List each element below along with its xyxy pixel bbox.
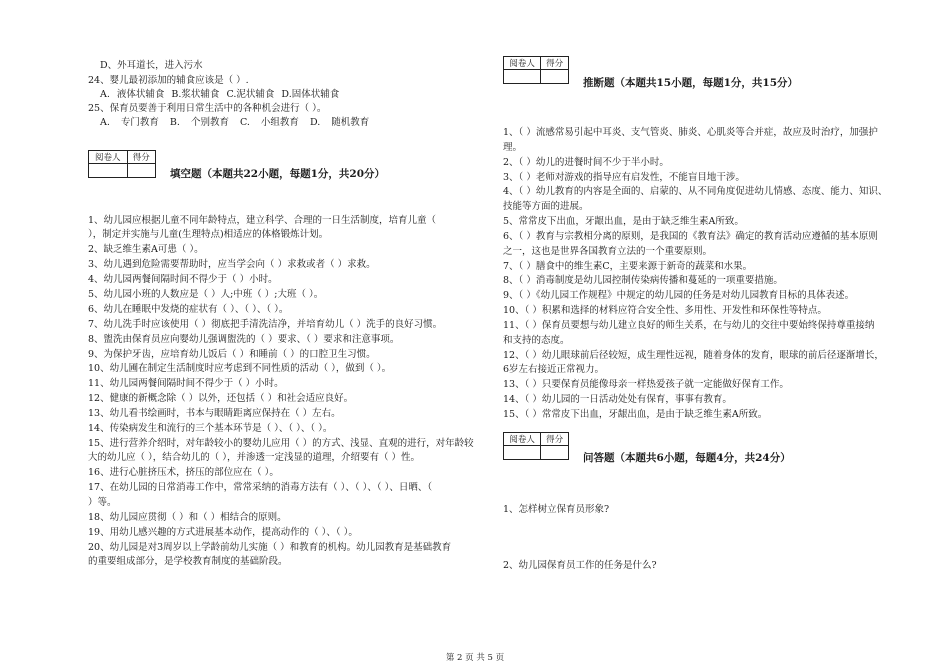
question-line: 8、（ ）消毒制度是幼儿园控制传染病传播和蔓延的一项重要措施。: [503, 275, 783, 286]
question-line: 5、幼儿园小班的人数应是（ ）人;中班（ ）;大班（ ）。: [88, 289, 324, 300]
question-line: 9、为保护牙齿，应培育幼儿饭后（ ）和睡前（ ）的口腔卫生习惯。: [88, 349, 376, 360]
question-line: 20、幼儿园是对3周岁以上学龄前幼儿实施（ ）和教育的机构。幼儿园教育是基础教育: [88, 542, 452, 553]
grader-label: 阅卷人: [504, 433, 541, 446]
grader-cell: [89, 164, 128, 178]
question-line: 24、婴儿最初添加的辅食应该是（ ）.: [88, 75, 249, 86]
page-number: 第 2 页 共 5 页: [445, 653, 505, 663]
score-label: 得分: [127, 151, 155, 164]
question-line: 11、（ ）保育员要想与幼儿建立良好的师生关系，在与幼儿的交往中要始终保持尊重接纳: [503, 320, 875, 331]
question-line: 2、幼儿园保育员工作的任务是什么?: [503, 560, 657, 571]
question-line: 6、幼儿在睡眠中发烧的症状有（ ）、（ ）、（ ）。: [88, 304, 289, 315]
question-line: 7、（ ）膳食中的维生素C，主要来源于新奇的蔬菜和水果。: [503, 261, 753, 272]
question-line: 17、在幼儿园的日常消毒工作中，常常采纳的消毒方法有（ ）、（ ）、（ ）、日晒、（: [88, 482, 433, 493]
question-line: ）等。: [88, 497, 117, 508]
score-cell: [541, 446, 569, 460]
question-line: 理。: [503, 142, 523, 153]
score-box: [503, 56, 569, 84]
question-line: D、外耳道长，进入污水: [100, 60, 203, 71]
score-box: [88, 150, 156, 178]
question-line: 14、传染病发生和流行的三个基本环节是（ ）、（ ）、（ ）。: [88, 423, 333, 434]
question-line: 5、常常皮下出血，牙龈出血，是由于缺乏维生素A所致。: [503, 216, 744, 227]
question-line: 7、幼儿洗手时应该使用（ ）彻底把手清洗洁净，并培育幼儿（ ）洗手的良好习惯。: [88, 319, 443, 330]
question-line: 3、（ ）老师对游戏的指导应有启发性，不能盲目地干涉。: [503, 172, 745, 183]
question-line: 8、盥洗由保育员应向婴幼儿强调盥洗的（ ）要求、（ ）要求和注意事项。: [88, 334, 400, 345]
question-line: 11、幼儿园两餐间隔时间不得少于（ ）小时。: [88, 378, 284, 389]
question-line: 的重要组成部分，是学校教育制度的基础阶段。: [88, 556, 288, 567]
question-line: 12、（ ）幼儿眼球前后径较短，成生理性远视，随着身体的发育，眼球的前后径逐渐增长，: [503, 350, 884, 361]
score-cell: [127, 164, 155, 178]
question-line: 技能等方面的进展。: [503, 201, 589, 212]
question-line: 14、（ ）幼儿园的一日活动处处有保育，事事有教育。: [503, 394, 732, 405]
question-line: 大的幼儿应（ ），结合幼儿的（ ），并渗透一定浅显的道理，介绍要有（ ）性。: [88, 452, 421, 463]
question-line: 2、缺乏维生素A可患（ ）。: [88, 244, 204, 255]
question-line: 16、进行心脏挤压术，挤压的部位应在（ ）。: [88, 467, 279, 478]
question-line: 2、（ ）幼儿的进餐时间不少于半小时。: [503, 157, 669, 168]
section-title-true-false: 推断题（本题共15小题，每题1分，共15分）: [583, 77, 799, 89]
score-label: 得分: [541, 57, 569, 70]
question-line: 和支持的态度。: [503, 335, 570, 346]
grader-label: 阅卷人: [504, 57, 541, 70]
section-title-fill-in: 填空题（本题共22小题，每题1分，共20分）: [170, 168, 386, 180]
question-line: 1、怎样树立保育员形象?: [503, 504, 610, 515]
question-line: 12、健康的新概念除（ ）以外，还包括（ ）和社会适应良好。: [88, 393, 354, 404]
question-line: 10、（ ）积累和选择的材料应符合安全性、多用性、开发性和环保性等特点。: [503, 305, 827, 316]
question-line: 13、（ ）只要保育员能像母亲一样热爱孩子就一定能做好保育工作。: [503, 379, 789, 390]
question-line: 4、幼儿园两餐间隔时间不得少于（ ）小时。: [88, 274, 278, 285]
section-title-short-answer: 问答题（本题共6小题，每题4分，共24分）: [583, 452, 791, 464]
question-line: 4、（ ）幼儿教育的内容是全面的、启蒙的、从不同角度促进幼儿情感、态度、能力、知识、: [503, 186, 888, 197]
question-line: 15、进行营养介绍时，对年龄较小的婴幼儿应用（ ）的方式、浅显、直观的进行，对年龄较: [88, 438, 474, 449]
question-line: 9、（ ）《幼儿园工作规程》中规定的幼儿园的任务是对幼儿园教育目标的具体表述。: [503, 290, 855, 301]
question-line: 6岁左右接近正常视力。: [503, 364, 605, 375]
question-line: A. 专门教育 B. 个别教育 C. 小组教育 D. 随机教育: [100, 117, 370, 128]
question-line: 之一，这也是世界各国教育立法的一个重要原则。: [503, 246, 713, 257]
question-line: ），制定并实施与儿童(生理特点)相适应的体格锻炼计划。: [88, 229, 329, 240]
score-label: 得分: [541, 433, 569, 446]
question-line: 10、幼儿圃在制定生活制度时应考虑到不同性质的活动（ ），做到（ ）。: [88, 363, 392, 374]
question-line: 1、幼儿园应根据儿童不同年龄特点，建立科学、合理的一日生活制度，培育儿童（: [88, 215, 437, 226]
question-line: 1、（ ）流感常易引起中耳炎、支气管炎、肺炎、心肌炎等合并症，故应及时治疗，加强护: [503, 127, 878, 138]
question-line: 6、（ ）教育与宗教相分离的原则，是我国的《教育法》确定的教育活动应遵循的基本原则: [503, 231, 878, 242]
question-line: A. 液体状辅食 B.浆状辅食 C.泥状辅食 D.固体状辅食: [100, 89, 340, 100]
question-line: 18、幼儿园应贯彻（ ）和（ ）相结合的原则。: [88, 512, 287, 523]
question-line: 15、（ ）常常皮下出血，牙龈出血，是由于缺乏维生素A所致。: [503, 409, 768, 420]
question-line: 25、保育员要善于利用日常生活中的各种机会进行（ ）。: [88, 103, 327, 114]
grader-label: 阅卷人: [89, 151, 128, 164]
grader-cell: [504, 446, 541, 460]
question-line: 13、幼儿看书绘画时，书本与眼睛距离应保持在（ ）左右。: [88, 408, 341, 419]
question-line: 3、幼儿遇到危险需要帮助时，应当学会向（ ）求救或者（ ）求救。: [88, 259, 376, 270]
question-line: 19、用幼儿感兴趣的方式进展基本动作，提高动作的（ ）、（ ）。: [88, 527, 358, 538]
score-box: [503, 432, 569, 460]
score-cell: [541, 70, 569, 84]
grader-cell: [504, 70, 541, 84]
